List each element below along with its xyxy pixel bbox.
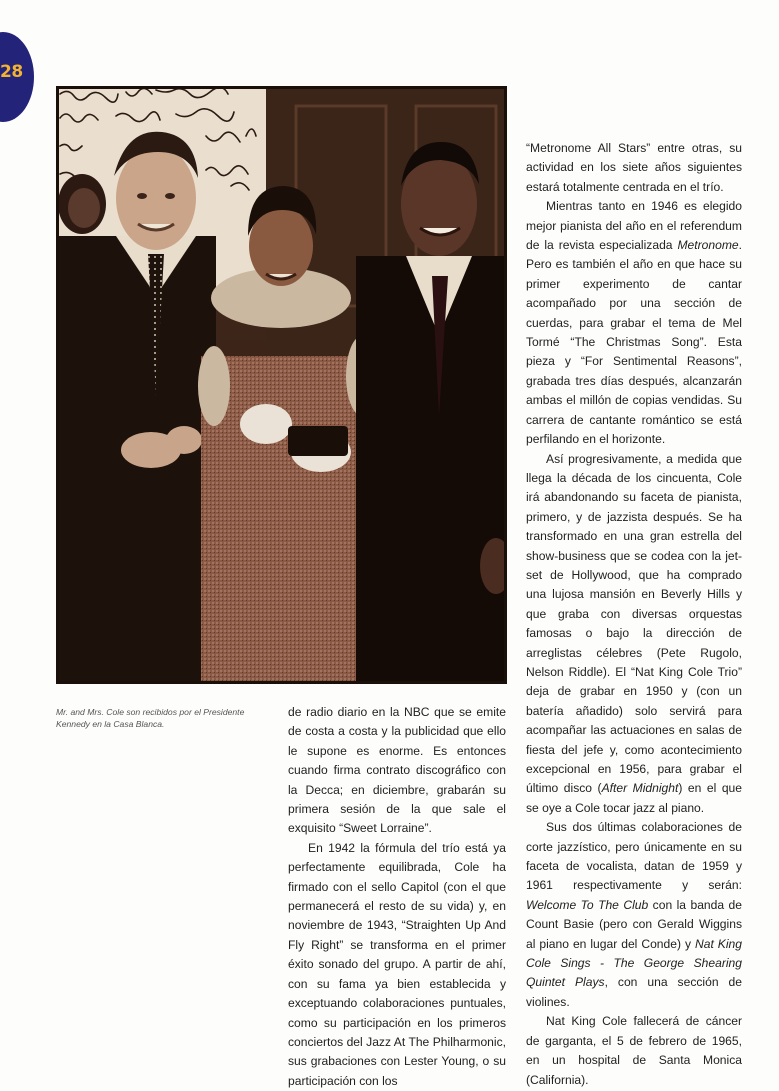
- paragraph: “Metronome All Stars” entre otras, su actividad en los siete años siguientes estará totalmente centrada en el trío.: [526, 141, 742, 194]
- paragraph: Así progresivamente, a medida que llega la década de los cincuenta, Cole irá abandonando su faceta de pianista, primero, y de jazzista después. Se ha transformado en una gran estrella del show-business que se codea con la jet-set de Hollywood, que ha comprado una lujosa mansión en Beverly Hills y que graba con diversas orquestas famosas o bajo la dirección de arreglistas célebres (Pete Rugolo, Nelson Riddle). El “Nat King Cole Trio” deja de grabar en 1950 y (con un batería añadido) solo servirá para acompañar las actuaciones en salas de fiesta del jefe y, como acontecimiento excepcional en 1956, para grabar el último disco (After Midnight) en el que se oye a Cole tocar jazz al piano.: [526, 451, 742, 815]
- paragraph: Mientras tanto en 1946 es elegido mejor pianista del año en el referendum de la revista especializada Metronome. Pero es también el año en que hace su primer experimento de cantar acompañado por una sección de cuerdas, para grabar el tema de Mel Tormé “The Christmas Song”. Esta pieza y “For Sentimental Reasons”, grabada tres días después, alcanzarán ambas el millón de copias vendidas. Su carrera de cantante romántico se está perfilando en el horizonte.: [526, 199, 742, 447]
- text-column-2: [288, 703, 506, 1091]
- page-number: 28: [0, 62, 23, 82]
- text-column-3: [526, 139, 742, 1090]
- paragraph: de radio diario en la NBC que se emite de costa a costa y la publicidad que ello le supone es enorme. Es entonces cuando firma contrato discográfico con la Decca; en diciembre, grabarán su primera sesión de la que sale el exquisito “Sweet Lorraine”.: [288, 705, 506, 836]
- paragraph: Nat King Cole fallecerá de cáncer de garganta, el 5 de febrero de 1965, en un hospital de Santa Monica (California).: [526, 1014, 742, 1087]
- photo-caption: Mr. and Mrs. Cole son recibidos por el Presidente Kennedy en la Casa Blanca.: [56, 707, 245, 729]
- paragraph: Sus dos últimas colaboraciones de corte jazzístico, pero únicamente en su faceta de vocalista, datan de 1959 y 1961 respectivamente y serán: Welcome To The Club con la banda de Count Basie (pero con Gerald Wiggins al piano en lugar del Conde) y Nat King Cole Sings - The George Shearing Quintet Plays, con una sección de violines.: [526, 820, 742, 1009]
- photo-kennedy-cole: [56, 86, 507, 684]
- paragraph: En 1942 la fórmula del trío está ya perfectamente equilibrada, Cole ha firmado con el sello Capitol (con el que permanecerá el resto de su vida) y, en noviembre de 1943, “Straighten Up And Fly Right” se transforma en el primer éxito sonado del grupo. A partir de ahí, con su fama ya bien establecida y exceptuando colaboraciones puntuales, como su participación en los primeros conciertos del Jazz At The Philharmonic, sus grabaciones con Lester Young, o su participación con los: [288, 840, 506, 1088]
